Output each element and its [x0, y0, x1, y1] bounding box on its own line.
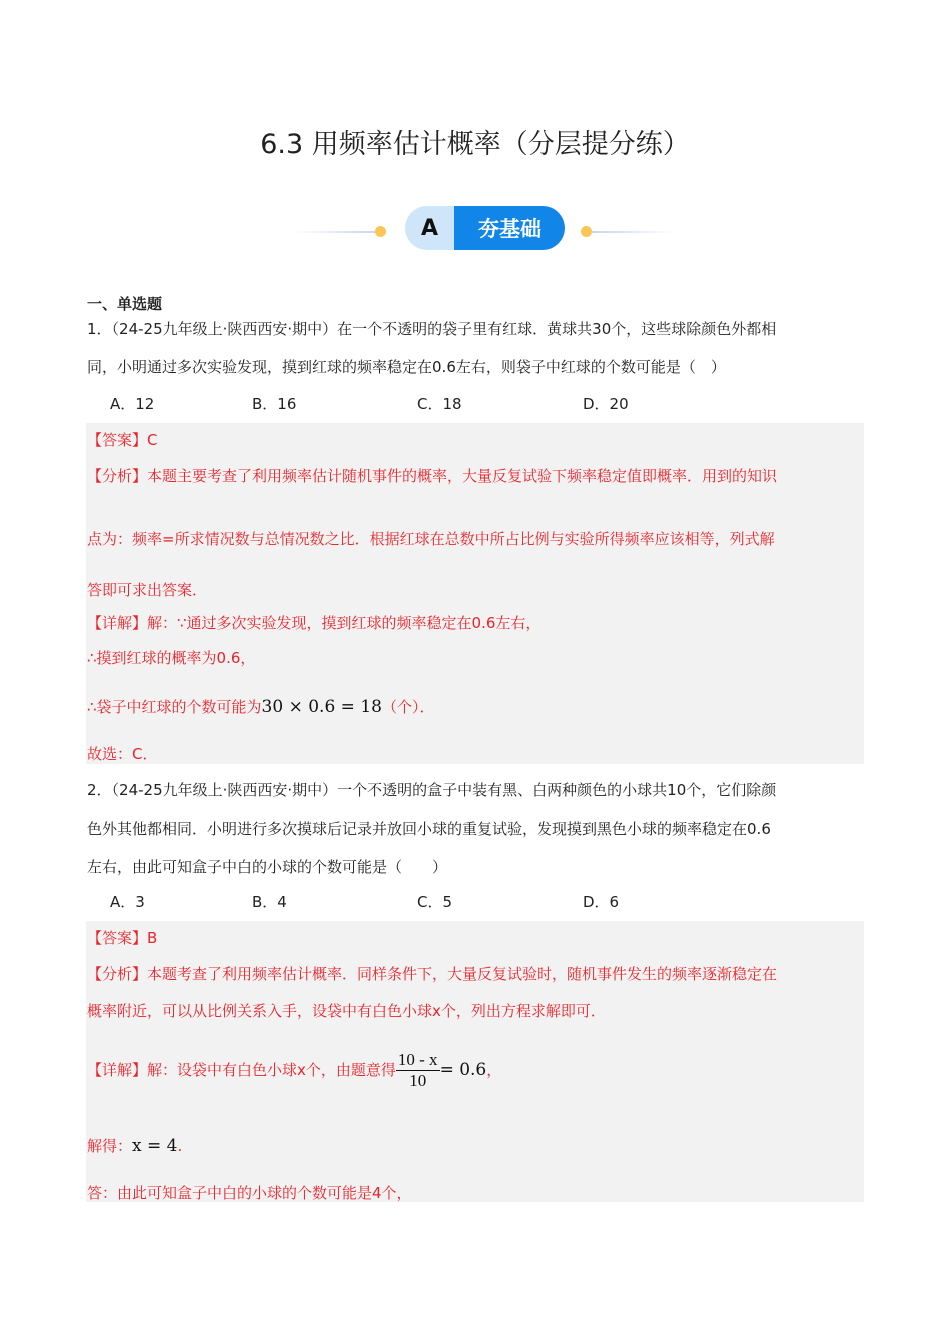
q1-detail-3-text: ∴袋子中红球的个数可能为	[87, 698, 262, 716]
q2-analysis-1: 【分析】本题考查了利用频率估计概率．同样条件下，大量反复试验时，随机事件发生的频率逐渐稳定在	[87, 965, 778, 983]
q1-option-d: D．20	[583, 395, 629, 413]
q2-detail-1: 【详解】解：设袋中有白色小球x个，由题意得 $\frac{10 - x}{10}$ = 0.6，	[87, 1050, 502, 1090]
q1-detail-1: 【详解】解：∵通过多次实验发现，摸到红球的频率稳定在0.6左右，	[87, 614, 541, 632]
q2-conclusion: 答：由此可知盒子中白的小球的个数可能是4个，	[87, 1184, 412, 1202]
q2-solve-math: x = 4	[132, 1136, 178, 1156]
q2-option-d: D．6	[583, 893, 620, 911]
q2-solve-label: 解得：	[87, 1137, 133, 1155]
q1-option-a: A．12	[110, 395, 155, 413]
q1-choice: 故选：C．	[87, 745, 158, 763]
dot-right-icon	[581, 226, 592, 237]
fraction	[396, 1050, 440, 1091]
q2-answer: 【答案】B	[87, 929, 158, 947]
equation-rhs: = 0.6	[439, 1060, 487, 1080]
q1-analysis-3: 答即可求出答案．	[87, 581, 208, 599]
q1-detail-3-unit: （个）．	[381, 698, 435, 716]
q2-text-3: 左右，由此可知盒子中白的小球的个数可能是（ ）	[87, 858, 448, 876]
q1-option-c: C．18	[417, 395, 462, 413]
divider-left	[295, 231, 375, 233]
q2-text-1: 2．（24-25九年级上·陕西西安·期中）一个不透明的盒子中装有黑、白两种颜色的小球共10个，它们除颜	[87, 781, 777, 799]
section-heading: 一、单选题	[87, 295, 163, 313]
q2-text-2: 色外其他都相同．小明进行多次摸球后记录并放回小球的重复试验，发现摸到黑色小球的频率稳定在0.6	[87, 820, 771, 838]
fraction-numerator: 10 - x	[397, 1050, 438, 1069]
badge-label: 夯基础	[454, 206, 565, 250]
badge-letter: A	[405, 206, 454, 250]
fraction-denominator: 10	[409, 1071, 427, 1090]
q2-option-a: A．3	[110, 893, 145, 911]
q1-text-1: 1．（24-25九年级上·陕西西安·期中）在一个不透明的袋子里有红球．黄球共30个，这些球除颜色外都相	[87, 320, 777, 338]
q1-analysis-1: 【分析】本题主要考查了利用频率估计随机事件的概率，大量反复试验下频率稳定值即概率．用到的知识	[87, 467, 778, 485]
q2-option-b: B．4	[252, 893, 287, 911]
q1-detail-3-math: 30 × 0.6 = 18	[261, 697, 382, 717]
q1-detail-2: ∴摸到红球的概率为0.6，	[87, 649, 256, 667]
q1-detail-3	[87, 696, 434, 717]
q1-analysis-2: 点为：频率=所求情况数与总情况数之比．根据红球在总数中所占比例与实验所得频率应该相等，列式解	[87, 530, 775, 548]
q2-solve: 解得：x = 4.	[87, 1136, 183, 1156]
q1-answer: 【答案】C	[87, 431, 158, 449]
q1-option-b: B．16	[252, 395, 297, 413]
dot-left-icon	[375, 226, 386, 237]
divider-right	[592, 231, 674, 233]
q1-text-2: 同，小明通过多次实验发现，摸到红球的频率稳定在0.6左右，则袋子中红球的个数可能是（ ）	[87, 358, 726, 376]
level-badge	[405, 206, 565, 250]
q2-analysis-2: 概率附近，可以从比例关系入手，设袋中有白色小球x个，列出方程求解即可．	[87, 1002, 606, 1020]
q2-option-c: C．5	[417, 893, 453, 911]
page-title: 6.3 用频率估计概率（分层提分练）	[260, 129, 690, 160]
q2-detail-text: 【详解】解：设袋中有白色小球x个，由题意得	[87, 1061, 396, 1079]
